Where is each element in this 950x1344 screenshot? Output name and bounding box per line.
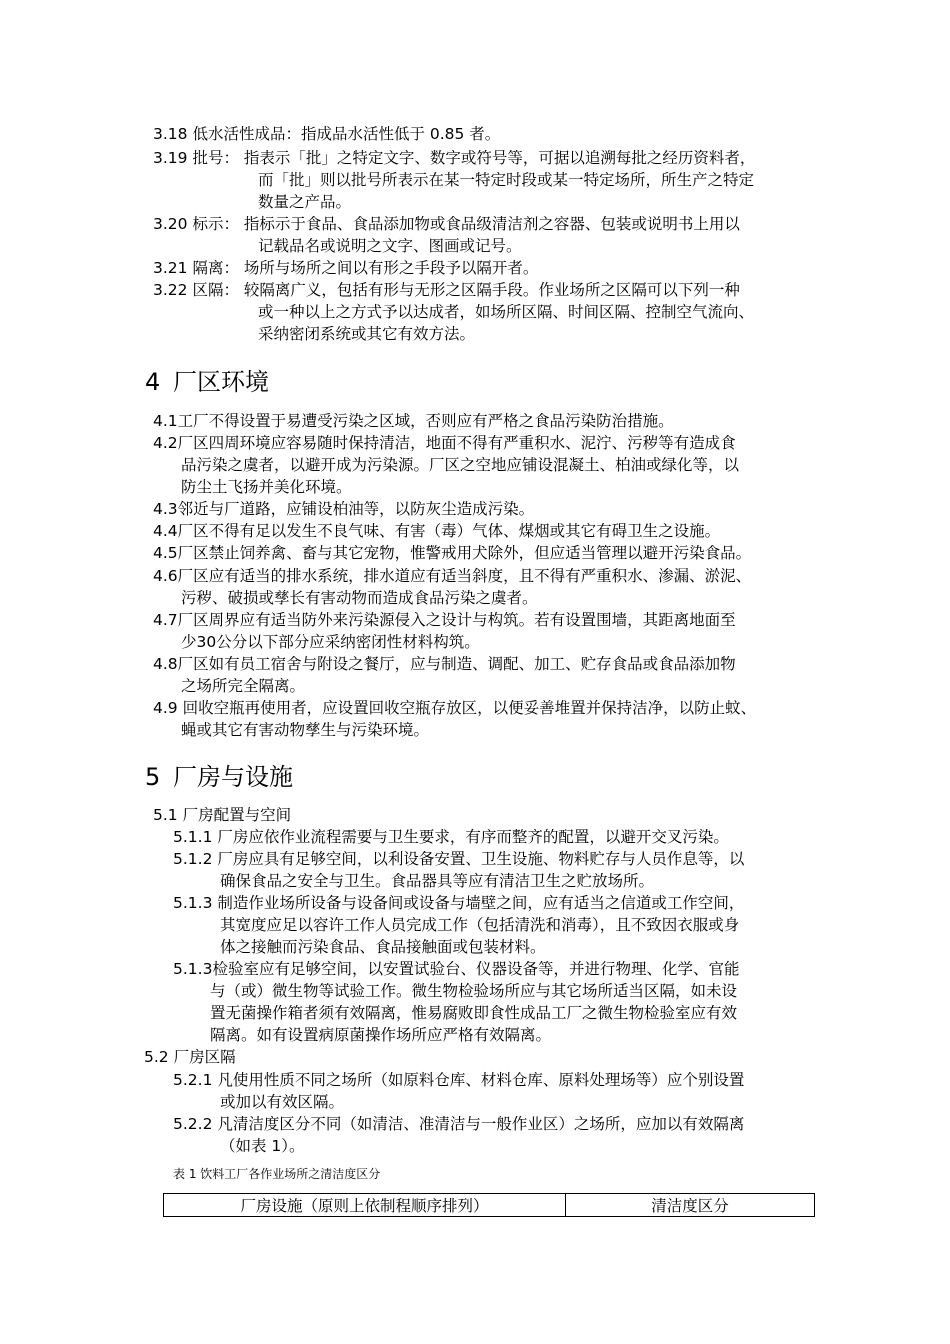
clause-5-1-3-cont: 其宽度应足以容许工作人员完成工作（包括清洗和消毒），且不致因衣服或身 (220, 916, 740, 934)
clause-5-2-2-cont: （如表 1）。 (220, 1137, 305, 1155)
def-3-19-cont: 数量之产品。 (258, 193, 352, 211)
clause-4-4: 4.4厂区不得有足以发生不良气味、有害（毒）气体、煤烟或其它有碍卫生之设施。 (153, 522, 721, 540)
clause-5-1-3b-cont: 隔离。如有设置病原菌操作场所应严格有效隔离。 (210, 1026, 552, 1044)
clause-5-1-3b-cont: 与（或）微生物等试验工作。微生物检验场所应与其它场所适当区隔，如未设 (210, 982, 738, 1000)
section-number: 5 (145, 763, 161, 791)
section-title: 厂房与设施 (173, 763, 293, 791)
clause-5-2-1: 5.2.1 凡使用性质不同之场所（如原料仓库、材料仓库、原料处理场等）应个别设置 (173, 1071, 745, 1089)
clause-4-2: 4.2厂区四周环境应容易随时保持清洁，地面不得有严重积水、泥泞、污秽等有造成食 (153, 434, 736, 452)
clause-4-9-cont: 蝇或其它有害动物孳生与污染环境。 (181, 721, 430, 739)
table-caption: 表 1 饮料工厂各作业场所之清洁度区分 (173, 1167, 381, 1181)
clause-4-6-cont: 污秽、破损或孳长有害动物而造成食品污染之虞者。 (181, 589, 538, 607)
def-3-22-cont: 或一种以上之方式予以达成者，如场所区隔、时间区隔、控制空气流向、 (258, 303, 755, 321)
def-3-19-cont: 而「批」则以批号所表示在某一特定时段或某一特定场所，所生产之特定 (258, 171, 755, 189)
clause-5-2-2: 5.2.2 凡清洁度区分不同（如清洁、准清洁与一般作业区）之场所，应加以有效隔离 (173, 1115, 745, 1133)
section-number: 4 (145, 368, 161, 396)
section-heading-4 (145, 367, 269, 397)
clause-5-2-1-cont: 或加以有效区隔。 (220, 1093, 345, 1111)
cleanliness-table (163, 1193, 815, 1217)
clause-4-1: 4.1工厂不得设置于易遭受污染之区域，否则应有严格之食品污染防治措施。 (153, 412, 674, 430)
def-3-19: 3.19 批号： 指表示「批」之特定文字、数字或符号等，可据以追溯每批之经历资料者， (153, 149, 756, 167)
table-header-row (164, 1194, 815, 1217)
clause-5-1-3: 5.1.3 制造作业场所设备与设备间或设备与墙壁之间，应有适当之信道或工作空间， (173, 894, 745, 912)
clause-4-9: 4.9 回收空瓶再使用者，应设置回收空瓶存放区，以便妥善堆置并保持洁净，以防止蚊、 (153, 699, 757, 717)
clause-5-1-3b: 5.1.3检验室应有足够空间，以安置试验台、仪器设备等，并进行物理、化学、官能 (173, 960, 740, 978)
clause-5-1-2-cont: 确保食品之安全与卫生。食品器具等应有清洁卫生之贮放场所。 (220, 872, 655, 890)
clause-5-1-3-cont: 体之接触而污染食品、食品接触面或包装材料。 (220, 938, 546, 956)
table-header-cell: 厂房设施（原则上依制程顺序排列） (164, 1194, 566, 1217)
def-3-22: 3.22 区隔： 较隔离广义，包括有形与无形之区隔手段。作业场所之区隔可以下列一种 (153, 281, 740, 299)
def-3-21: 3.21 隔离： 场所与场所之间以有形之手段予以隔开者。 (153, 259, 539, 277)
section-title: 厂区环境 (173, 368, 269, 396)
clause-4-6: 4.6厂区应有适当的排水系统，排水道应有适当斜度，且不得有严重积水、渗漏、淤泥、 (153, 567, 752, 585)
clause-4-8: 4.8厂区如有员工宿舍与附设之餐厅，应与制造、调配、加工、贮存食品或食品添加物 (153, 655, 736, 673)
table-header-cell: 清洁度区分 (566, 1194, 815, 1217)
clause-4-7-cont: 少30公分以下部分应采纳密闭性材料构筑。 (181, 633, 480, 651)
def-3-18: 3.18 低水活性成品：指成品水活性低于 0.85 者。 (153, 125, 501, 143)
clause-5-1-3b-cont: 置无菌操作箱者须有效隔离，惟易腐败即食性成品工厂之微生物检验室应有效 (210, 1004, 738, 1022)
clause-4-7: 4.7厂区周界应有适当防外来污染源侵入之设计与构筑。若有设置围墙，其距离地面至 (153, 611, 736, 629)
clause-5-1-2: 5.1.2 厂房应具有足够空间，以利设备安置、卫生设施、物料贮存与人员作息等，以 (173, 850, 745, 868)
clause-5-1-1: 5.1.1 厂房应依作业流程需要与卫生要求，有序而整齐的配置，以避开交叉污染。 (173, 828, 729, 846)
section-heading-5 (145, 762, 293, 792)
clause-4-2-cont: 防尘土飞扬并美化环境。 (181, 478, 352, 496)
subsection-5-2: 5.2 厂房区隔 (144, 1048, 236, 1066)
clause-4-2-cont: 品污染之虞者，以避开成为污染源。厂区之空地应铺设混凝土、柏油或绿化等，以 (181, 456, 740, 474)
def-3-20: 3.20 标示： 指标示于食品、食品添加物或食品级清洁剂之容器、包装或说明书上用以 (153, 215, 740, 233)
def-3-22-cont: 采纳密闭系统或其它有效方法。 (258, 325, 476, 343)
clause-4-3: 4.3邻近与厂道路，应铺设柏油等，以防灰尘造成污染。 (153, 500, 535, 518)
clause-4-5: 4.5厂区禁止饲养禽、畜与其它宠物，惟警戒用犬除外，但应适当管理以避开污染食品。 (153, 544, 752, 562)
def-3-20-cont: 记载品名或说明之文字、图画或记号。 (258, 237, 522, 255)
subsection-5-1: 5.1 厂房配置与空间 (153, 806, 292, 824)
clause-4-8-cont: 之场所完全隔离。 (181, 677, 306, 695)
